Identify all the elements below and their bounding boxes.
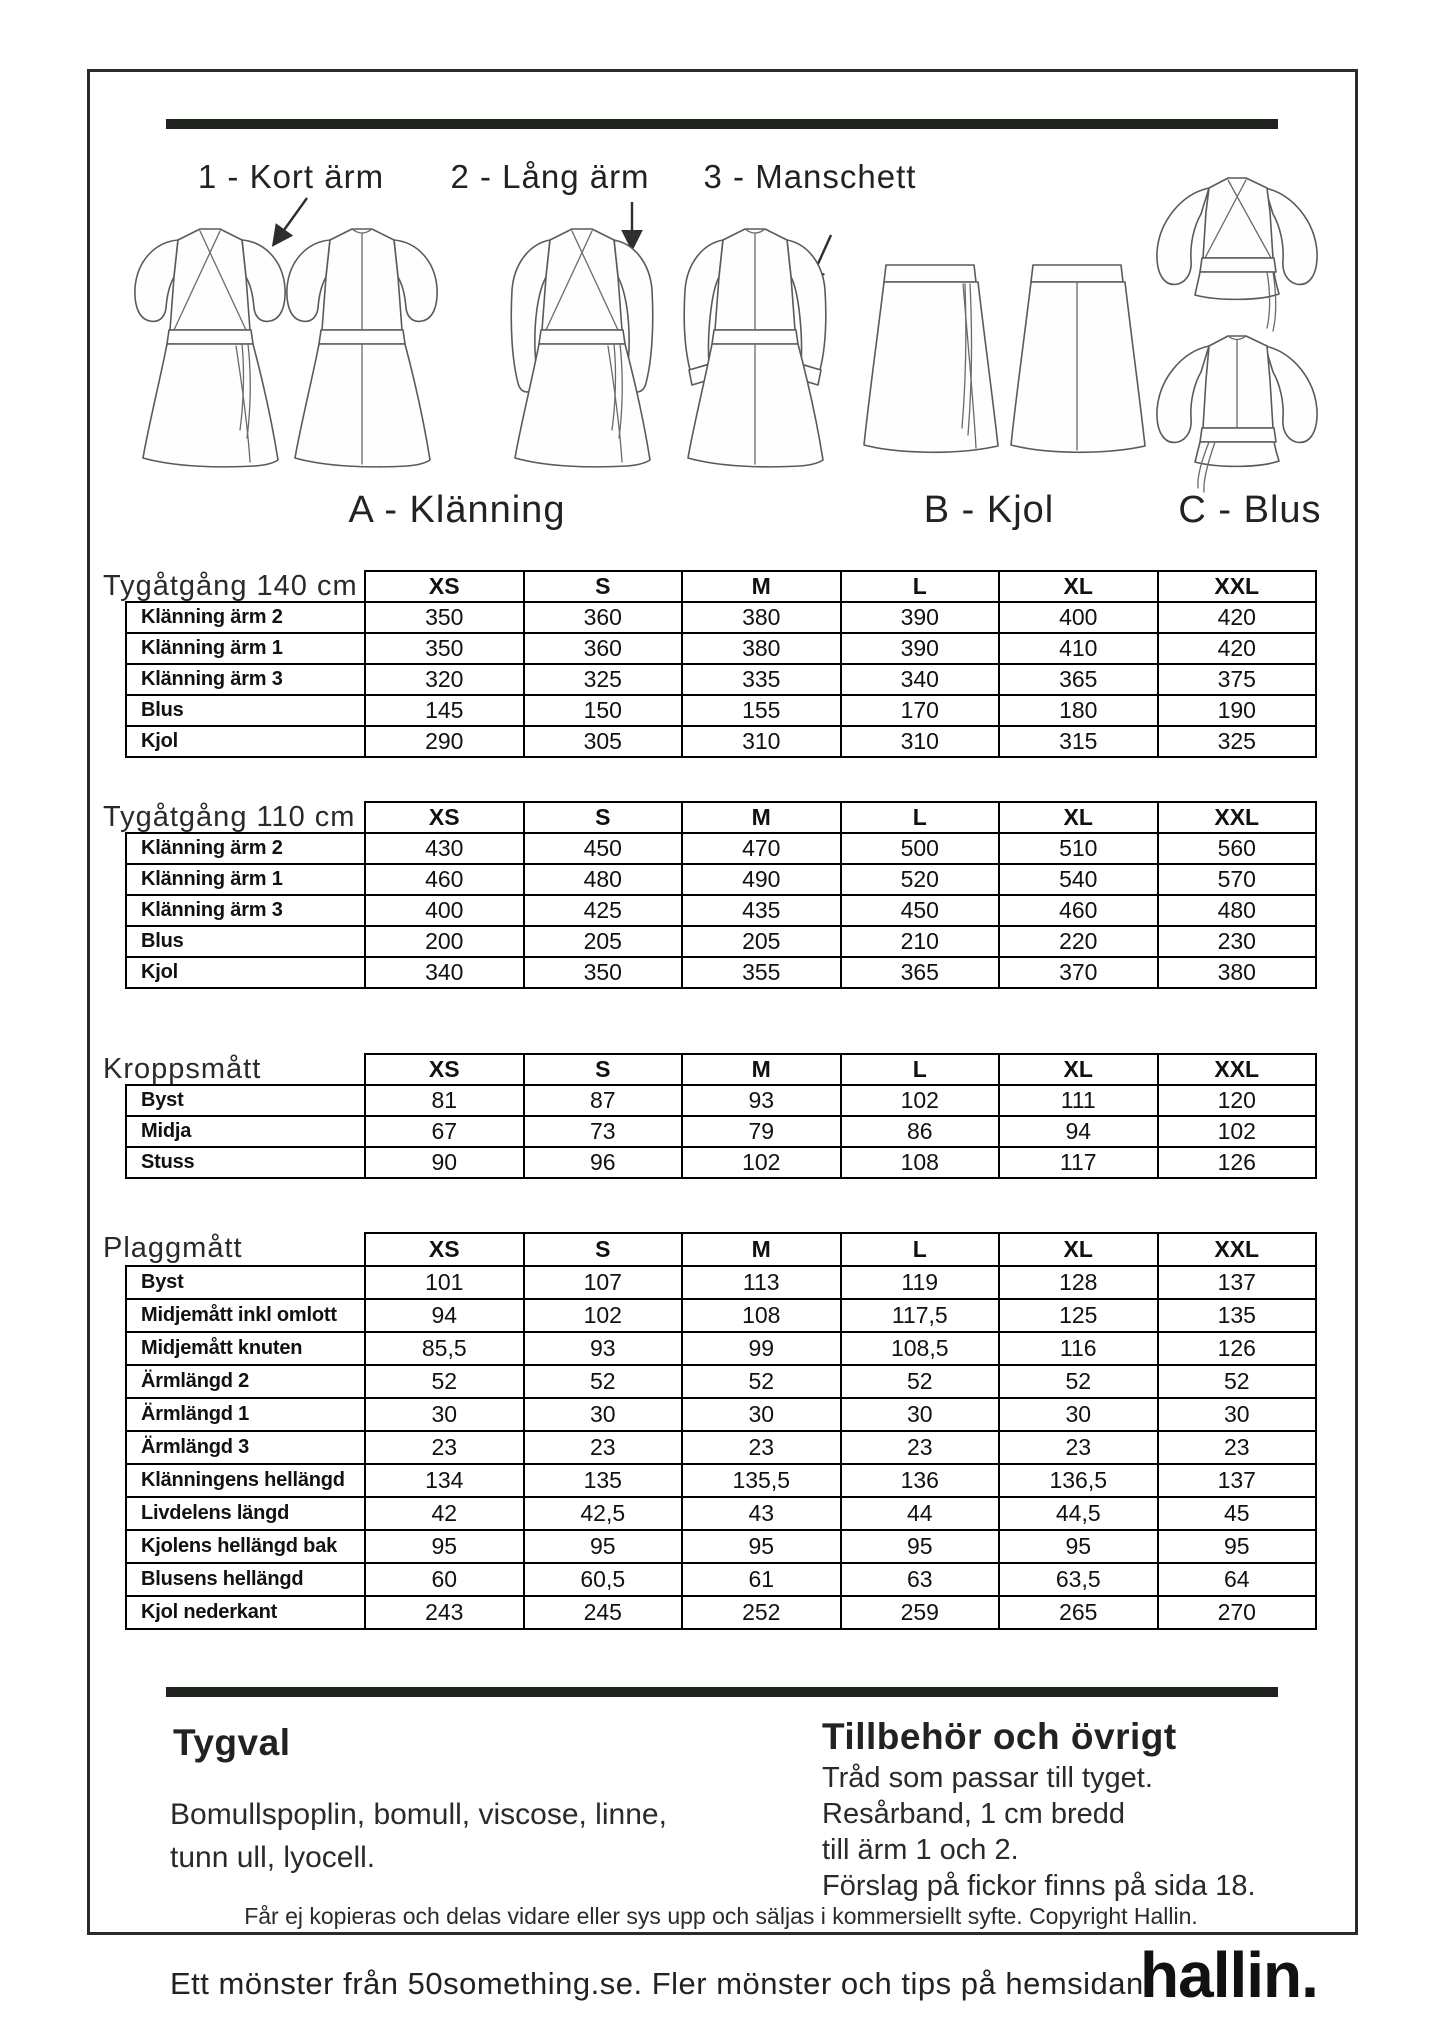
size-column-header: S <box>524 1054 683 1085</box>
measurement-cell: 86 <box>841 1116 1000 1147</box>
fabric-line: Bomullspoplin, bomull, viscose, linne, <box>170 1798 667 1831</box>
garment-label-a: A - Klänning <box>348 489 566 531</box>
notions-section-heading: Tillbehör och övrigt <box>822 1716 1177 1757</box>
measurement-cell: 102 <box>682 1147 841 1178</box>
size-column-header: XXL <box>1158 571 1317 602</box>
fabric-requirement-140-table <box>103 570 1317 758</box>
fabric-line: tunn ull, lyocell. <box>170 1841 376 1874</box>
measurement-cell: 155 <box>682 695 841 726</box>
measurement-cell: 150 <box>524 695 683 726</box>
measurement-cell: 420 <box>1158 633 1317 664</box>
measurement-cell: 60,5 <box>524 1563 683 1596</box>
measurement-cell: 230 <box>1158 926 1317 957</box>
table-row <box>126 1085 1316 1116</box>
notions-line: Tråd som passar till tyget. <box>822 1762 1153 1794</box>
measurement-cell: 390 <box>841 633 1000 664</box>
row-label: Klänning ärm 1 <box>126 864 365 895</box>
measurement-cell: 117 <box>999 1147 1158 1178</box>
measurement-cell: 400 <box>999 602 1158 633</box>
measurement-cell: 137 <box>1158 1266 1317 1299</box>
row-label: Klänning ärm 2 <box>126 602 365 633</box>
measurement-cell: 490 <box>682 864 841 895</box>
table-row <box>126 1398 1316 1431</box>
size-column-header: L <box>841 1054 1000 1085</box>
measurement-cell: 79 <box>682 1116 841 1147</box>
size-column-header: M <box>682 1054 841 1085</box>
measurement-cell: 108 <box>682 1299 841 1332</box>
measurement-cell: 120 <box>1158 1085 1317 1116</box>
measurement-cell: 95 <box>524 1530 683 1563</box>
measurement-cell: 460 <box>999 895 1158 926</box>
measurement-cell: 450 <box>841 895 1000 926</box>
measurement-cell: 87 <box>524 1085 683 1116</box>
bottom-divider-bar <box>166 1687 1278 1697</box>
measurement-cell: 243 <box>365 1596 524 1629</box>
row-label: Kjolens hellängd bak <box>126 1530 365 1563</box>
measurement-cell: 23 <box>682 1431 841 1464</box>
blouse-front-icon <box>1157 178 1317 331</box>
measurement-cell: 450 <box>524 833 683 864</box>
measurement-cell: 85,5 <box>365 1332 524 1365</box>
measurement-cell: 52 <box>365 1365 524 1398</box>
measurement-cell: 252 <box>682 1596 841 1629</box>
row-label: Klänningens hellängd <box>126 1464 365 1497</box>
size-column-header: XS <box>365 571 524 602</box>
size-column-header: S <box>524 571 683 602</box>
measurement-cell: 136,5 <box>999 1464 1158 1497</box>
table-row <box>126 833 1316 864</box>
notions-section-body <box>822 1760 1256 1904</box>
size-column-header: S <box>524 802 683 833</box>
size-table <box>125 1232 1317 1630</box>
fabric-section-heading: Tygval <box>173 1722 291 1763</box>
measurement-cell: 540 <box>999 864 1158 895</box>
size-table <box>125 1053 1317 1179</box>
measurement-cell: 310 <box>682 726 841 757</box>
measurement-cell: 42 <box>365 1497 524 1530</box>
measurement-cell: 95 <box>1158 1530 1317 1563</box>
table-row <box>126 1563 1316 1596</box>
measurement-cell: 360 <box>524 602 683 633</box>
measurement-cell: 190 <box>1158 695 1317 726</box>
measurement-cell: 67 <box>365 1116 524 1147</box>
measurement-cell: 137 <box>1158 1464 1317 1497</box>
row-label: Stuss <box>126 1147 365 1178</box>
garment-illustrations <box>87 140 1358 540</box>
size-column-header: XS <box>365 1054 524 1085</box>
table-row <box>126 664 1316 695</box>
table-row <box>126 926 1316 957</box>
row-label: Klänning ärm 2 <box>126 833 365 864</box>
notions-line: Resårband, 1 cm bredd <box>822 1798 1126 1830</box>
measurement-cell: 102 <box>524 1299 683 1332</box>
measurement-cell: 320 <box>365 664 524 695</box>
copyright-note: Får ej kopieras och delas vidare eller sys upp och säljas i kommersiellt syfte. Copyright Hallin. <box>244 1903 1198 1929</box>
row-label: Midja <box>126 1116 365 1147</box>
table-title: Tygåtgång 110 cm <box>103 801 356 833</box>
measurement-cell: 134 <box>365 1464 524 1497</box>
measurement-cell: 350 <box>365 602 524 633</box>
table-row <box>126 1464 1316 1497</box>
measurement-cell: 23 <box>841 1431 1000 1464</box>
size-column-header: XS <box>365 802 524 833</box>
measurement-cell: 23 <box>1158 1431 1317 1464</box>
size-column-header: XXL <box>1158 1054 1317 1085</box>
dress-front-short-sleeve-icon <box>135 229 285 467</box>
brand-logo: hallin. <box>1140 1939 1318 2011</box>
body-measurements-table <box>103 1053 1317 1179</box>
row-label: Byst <box>126 1266 365 1299</box>
size-column-header: XS <box>365 1233 524 1266</box>
measurement-cell: 30 <box>524 1398 683 1431</box>
table-row <box>126 1596 1316 1629</box>
measurement-cell: 44 <box>841 1497 1000 1530</box>
measurement-cell: 45 <box>1158 1497 1317 1530</box>
measurement-cell: 126 <box>1158 1332 1317 1365</box>
measurement-cell: 102 <box>841 1085 1000 1116</box>
skirt-back-icon <box>1011 265 1145 452</box>
size-column-header: XXL <box>1158 1233 1317 1266</box>
measurement-cell: 30 <box>682 1398 841 1431</box>
measurement-cell: 44,5 <box>999 1497 1158 1530</box>
measurement-cell: 64 <box>1158 1563 1317 1596</box>
measurement-cell: 30 <box>999 1398 1158 1431</box>
measurement-cell: 200 <box>365 926 524 957</box>
row-label: Blus <box>126 926 365 957</box>
measurement-cell: 205 <box>682 926 841 957</box>
measurement-cell: 90 <box>365 1147 524 1178</box>
row-label: Blusens hellängd <box>126 1563 365 1596</box>
measurement-cell: 259 <box>841 1596 1000 1629</box>
measurement-cell: 310 <box>841 726 1000 757</box>
measurement-cell: 355 <box>682 957 841 988</box>
measurement-cell: 94 <box>999 1116 1158 1147</box>
measurement-cell: 136 <box>841 1464 1000 1497</box>
measurement-cell: 23 <box>999 1431 1158 1464</box>
measurement-cell: 380 <box>1158 957 1317 988</box>
measurement-cell: 63 <box>841 1563 1000 1596</box>
measurement-cell: 340 <box>841 664 1000 695</box>
measurement-cell: 325 <box>1158 726 1317 757</box>
row-label: Ärmlängd 1 <box>126 1398 365 1431</box>
measurement-cell: 350 <box>365 633 524 664</box>
table-title: Plaggmått <box>103 1232 243 1264</box>
size-column-header: XL <box>999 571 1158 602</box>
row-label: Ärmlängd 3 <box>126 1431 365 1464</box>
measurement-cell: 52 <box>682 1365 841 1398</box>
table-row <box>126 1530 1316 1563</box>
table-row <box>126 1365 1316 1398</box>
measurement-cell: 23 <box>524 1431 683 1464</box>
measurement-cell: 265 <box>999 1596 1158 1629</box>
measurement-cell: 107 <box>524 1266 683 1299</box>
table-row <box>126 1116 1316 1147</box>
size-column-header: XL <box>999 1054 1158 1085</box>
measurement-cell: 570 <box>1158 864 1317 895</box>
row-label: Blus <box>126 695 365 726</box>
table-row <box>126 895 1316 926</box>
size-column-header: XL <box>999 802 1158 833</box>
notions-line: till ärm 1 och 2. <box>822 1834 1019 1866</box>
measurement-cell: 375 <box>1158 664 1317 695</box>
row-label: Kjol nederkant <box>126 1596 365 1629</box>
measurement-cell: 108,5 <box>841 1332 1000 1365</box>
table-row <box>126 864 1316 895</box>
measurement-cell: 135 <box>1158 1299 1317 1332</box>
measurement-cell: 420 <box>1158 602 1317 633</box>
row-label: Klänning ärm 1 <box>126 633 365 664</box>
measurement-cell: 270 <box>1158 1596 1317 1629</box>
measurement-cell: 102 <box>1158 1116 1317 1147</box>
measurement-cell: 145 <box>365 695 524 726</box>
table-row <box>126 695 1316 726</box>
measurement-cell: 560 <box>1158 833 1317 864</box>
table-row <box>126 1497 1316 1530</box>
measurement-cell: 96 <box>524 1147 683 1178</box>
garment-label-c: C - Blus <box>1178 489 1322 531</box>
measurement-cell: 205 <box>524 926 683 957</box>
measurement-cell: 435 <box>682 895 841 926</box>
measurement-cell: 73 <box>524 1116 683 1147</box>
top-divider-bar <box>166 119 1278 129</box>
measurement-cell: 380 <box>682 602 841 633</box>
sleeve-option-label-1: 1 - Kort ärm <box>197 158 385 195</box>
measurement-cell: 460 <box>365 864 524 895</box>
sleeve-option-label-3: 3 - Manschett <box>703 158 917 195</box>
arrow-kort-arm-icon <box>274 198 307 244</box>
measurement-cell: 510 <box>999 833 1158 864</box>
measurement-cell: 95 <box>682 1530 841 1563</box>
measurement-cell: 135 <box>524 1464 683 1497</box>
measurement-cell: 350 <box>524 957 683 988</box>
row-label: Midjemått inkl omlott <box>126 1299 365 1332</box>
measurement-cell: 380 <box>682 633 841 664</box>
dress-front-long-sleeve-icon <box>511 229 653 467</box>
table-row <box>126 957 1316 988</box>
measurement-cell: 63,5 <box>999 1563 1158 1596</box>
measurement-cell: 365 <box>841 957 1000 988</box>
size-column-header: S <box>524 1233 683 1266</box>
measurement-cell: 325 <box>524 664 683 695</box>
measurement-cell: 470 <box>682 833 841 864</box>
measurement-cell: 430 <box>365 833 524 864</box>
measurement-cell: 390 <box>841 602 1000 633</box>
measurement-cell: 81 <box>365 1085 524 1116</box>
measurement-cell: 95 <box>999 1530 1158 1563</box>
table-row <box>126 1266 1316 1299</box>
table-row <box>126 1147 1316 1178</box>
blouse-back-icon <box>1157 336 1317 492</box>
measurement-cell: 95 <box>365 1530 524 1563</box>
size-column-header: M <box>682 571 841 602</box>
footer-credit: Ett mönster från 50something.se. Fler mönster och tips på hemsidan. <box>170 1966 1153 2001</box>
measurement-cell: 210 <box>841 926 1000 957</box>
measurement-cell: 128 <box>999 1266 1158 1299</box>
row-label: Midjemått knuten <box>126 1332 365 1365</box>
measurement-cell: 290 <box>365 726 524 757</box>
size-column-header: L <box>841 1233 1000 1266</box>
measurement-cell: 52 <box>999 1365 1158 1398</box>
measurement-cell: 93 <box>524 1332 683 1365</box>
garment-measurements-table <box>103 1232 1317 1630</box>
table-title: Tygåtgång 140 cm <box>103 570 358 602</box>
row-label: Byst <box>126 1085 365 1116</box>
measurement-cell: 30 <box>1158 1398 1317 1431</box>
row-label: Ärmlängd 2 <box>126 1365 365 1398</box>
skirt-front-icon <box>864 265 998 452</box>
measurement-cell: 245 <box>524 1596 683 1629</box>
measurement-cell: 370 <box>999 957 1158 988</box>
size-column-header: L <box>841 802 1000 833</box>
measurement-cell: 135,5 <box>682 1464 841 1497</box>
table-title: Kroppsmått <box>103 1053 262 1085</box>
measurement-cell: 410 <box>999 633 1158 664</box>
row-label: Livdelens längd <box>126 1497 365 1530</box>
table-row <box>126 1299 1316 1332</box>
measurement-cell: 99 <box>682 1332 841 1365</box>
measurement-cell: 111 <box>999 1085 1158 1116</box>
row-label: Klänning ärm 3 <box>126 664 365 695</box>
measurement-cell: 30 <box>841 1398 1000 1431</box>
measurement-cell: 113 <box>682 1266 841 1299</box>
measurement-cell: 520 <box>841 864 1000 895</box>
row-label: Kjol <box>126 726 365 757</box>
measurement-cell: 95 <box>841 1530 1000 1563</box>
measurement-cell: 365 <box>999 664 1158 695</box>
measurement-cell: 425 <box>524 895 683 926</box>
measurement-cell: 220 <box>999 926 1158 957</box>
table-row <box>126 1332 1316 1365</box>
table-row <box>126 602 1316 633</box>
measurement-cell: 93 <box>682 1085 841 1116</box>
measurement-cell: 23 <box>365 1431 524 1464</box>
dress-back-cuff-sleeve-icon <box>684 229 826 467</box>
measurement-cell: 43 <box>682 1497 841 1530</box>
measurement-cell: 61 <box>682 1563 841 1596</box>
measurement-cell: 117,5 <box>841 1299 1000 1332</box>
garment-label-b: B - Kjol <box>923 489 1055 531</box>
measurement-cell: 116 <box>999 1332 1158 1365</box>
measurement-cell: 480 <box>524 864 683 895</box>
measurement-cell: 119 <box>841 1266 1000 1299</box>
size-column-header: M <box>682 802 841 833</box>
measurement-cell: 52 <box>524 1365 683 1398</box>
measurement-cell: 400 <box>365 895 524 926</box>
size-column-header: XXL <box>1158 802 1317 833</box>
table-row <box>126 726 1316 757</box>
measurement-cell: 94 <box>365 1299 524 1332</box>
measurement-cell: 101 <box>365 1266 524 1299</box>
measurement-cell: 60 <box>365 1563 524 1596</box>
measurement-cell: 305 <box>524 726 683 757</box>
fabric-requirement-110-table <box>103 801 1317 989</box>
size-column-header: M <box>682 1233 841 1266</box>
measurement-cell: 335 <box>682 664 841 695</box>
size-column-header: L <box>841 571 1000 602</box>
measurement-cell: 126 <box>1158 1147 1317 1178</box>
measurement-cell: 108 <box>841 1147 1000 1178</box>
measurement-cell: 170 <box>841 695 1000 726</box>
measurement-cell: 315 <box>999 726 1158 757</box>
measurement-cell: 52 <box>841 1365 1000 1398</box>
notions-line: Förslag på fickor finns på sida 18. <box>822 1870 1256 1902</box>
measurement-cell: 42,5 <box>524 1497 683 1530</box>
row-label: Klänning ärm 3 <box>126 895 365 926</box>
table-row <box>126 1431 1316 1464</box>
measurement-cell: 180 <box>999 695 1158 726</box>
measurement-cell: 125 <box>999 1299 1158 1332</box>
size-column-header: XL <box>999 1233 1158 1266</box>
table-row <box>126 633 1316 664</box>
fabric-section-body <box>170 1793 667 1879</box>
measurement-cell: 340 <box>365 957 524 988</box>
row-label: Kjol <box>126 957 365 988</box>
measurement-cell: 360 <box>524 633 683 664</box>
measurement-cell: 52 <box>1158 1365 1317 1398</box>
measurement-cell: 30 <box>365 1398 524 1431</box>
sleeve-option-label-2: 2 - Lång ärm <box>450 158 650 195</box>
dress-back-short-sleeve-icon <box>287 229 437 467</box>
measurement-cell: 500 <box>841 833 1000 864</box>
measurement-cell: 480 <box>1158 895 1317 926</box>
